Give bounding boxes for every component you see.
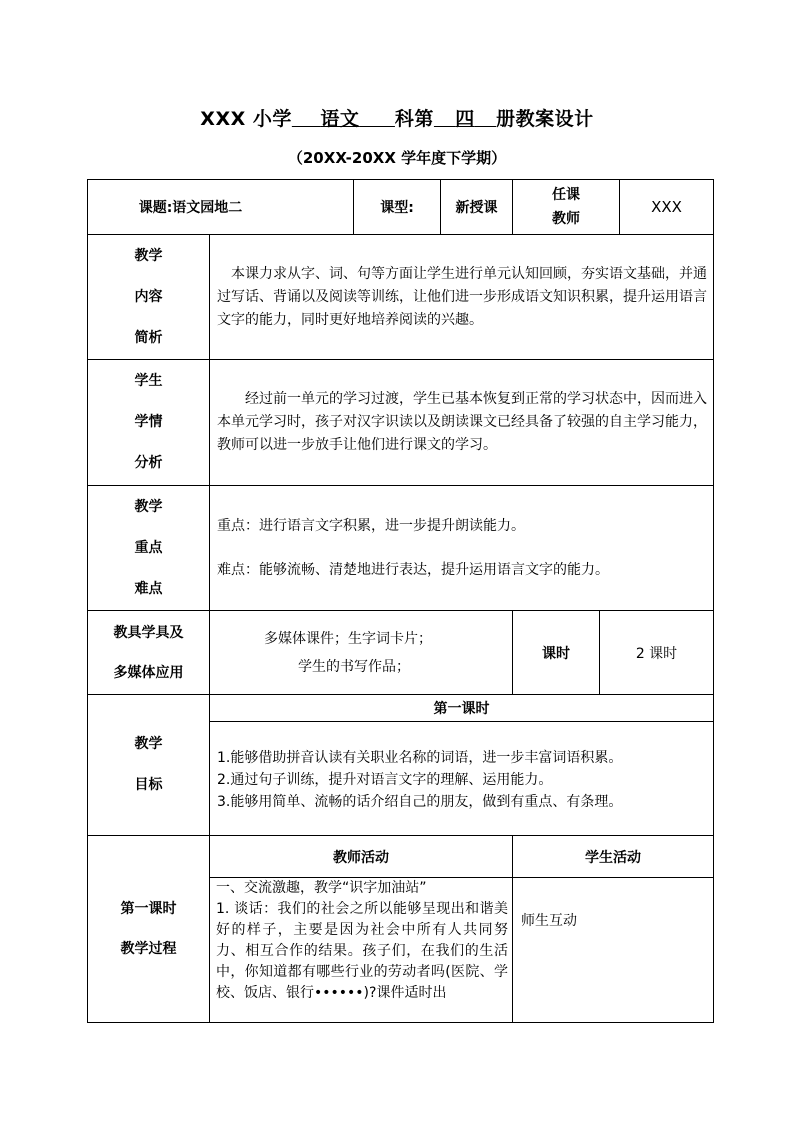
tools-line-2: 学生的书写作品； — [298, 658, 410, 675]
key-points-label-3: 难点 — [134, 580, 163, 597]
objective-item: 2.通过句子训练，提升对语言文字的理解、运用能力。 — [217, 771, 553, 788]
content-summary-text: 本课力求从字、词、句等方面让学生进行单元认知回顾，夯实语文基础，并通过写话、背诵以及阅读等训练，让他们进一步形成语文知识积累，提升运用语言文字的能力，同时更好地培养阅读的兴趣。 — [217, 265, 708, 328]
content-summary-row — [88, 235, 714, 360]
teacher-activity-cell — [210, 878, 513, 1023]
content-summary-label-3: 简析 — [134, 329, 163, 346]
tools-cell — [210, 611, 513, 695]
objective-item: 3.能够用简单、流畅的话介绍自己的朋友，做到有重点、有条理。 — [217, 793, 623, 810]
title-book-blank — [434, 108, 496, 130]
title-mid: 科第 — [394, 108, 434, 130]
title-suffix: 册教案设计 — [496, 108, 594, 130]
objective-item: 1.能够借助拼音认读有关职业名称的词语，进一步丰富词语积累。 — [217, 749, 623, 766]
topic-cell: 课题:语文园地二 — [88, 180, 354, 235]
process-label-2: 教学过程 — [120, 941, 177, 957]
tools-label-2: 多媒体应用 — [113, 664, 184, 681]
document-subtitle: （20XX-20XX 学年度下学期） — [287, 149, 507, 167]
tools-row — [88, 611, 714, 695]
process-label — [88, 836, 210, 1023]
student-analysis-label-2: 学情 — [134, 414, 163, 430]
teacher-activity-line: 1. 谈话：我们的社会之所以能够呈现出和谐美好的样子，主要是因为社会中所有人共同努力、相互合作的结果。孩子们，在我们的生活中，你知道都有哪些行业的劳动者吗(医院、学校、饭店、银行••••••)?课件适时出 — [216, 901, 509, 1001]
objectives-label-2: 目标 — [134, 777, 163, 793]
difficult-point-text: 难点：能够流畅、清楚地进行表达，提升运用语言文字的能力。 — [217, 561, 609, 578]
title-school: XXX 小学 — [200, 108, 292, 130]
objectives-title-row — [88, 695, 714, 722]
student-analysis-text: 经过前一单元的学习过渡，学生已基本恢复到正常的学习状态中，因而进入本单元学习时，孩子对汉字识读以及朗读课文已经具备了较强的自主学习能力，教师可以进一步放手让他们进行课文的学习。 — [217, 391, 708, 453]
tools-line-1: 多媒体课件；生字词卡片； — [264, 630, 432, 647]
title-subject-blank — [292, 108, 395, 130]
student-analysis-label-3: 分析 — [134, 455, 163, 471]
objectives-section-title: 第一课时 — [210, 695, 714, 722]
student-activity-header: 学生活动 — [513, 836, 714, 878]
teacher-label-line-2: 教师 — [552, 211, 581, 227]
objectives-list — [210, 745, 713, 813]
key-points-label-1: 教学 — [134, 498, 163, 515]
key-points-label-2: 重点 — [134, 539, 163, 556]
objectives-list-cell — [210, 722, 714, 836]
key-points-row — [88, 486, 714, 611]
student-analysis-label — [88, 360, 210, 486]
objectives-label — [88, 695, 210, 836]
content-summary-label-2: 内容 — [134, 288, 163, 305]
content-summary-label-1: 教学 — [134, 247, 163, 264]
teacher-activity-header: 教师活动 — [210, 836, 513, 878]
document-title — [0, 104, 794, 131]
teacher-activity-text — [210, 878, 512, 1004]
info-row — [88, 180, 714, 235]
tools-label — [88, 611, 210, 695]
key-points-label — [88, 486, 210, 611]
teacher-label-cell — [513, 180, 620, 235]
objectives-label-1: 教学 — [134, 736, 163, 752]
type-label-cell: 课型: — [354, 180, 441, 235]
teacher-activity-line: 一、交流激趣，教学“识字加油站” — [216, 880, 427, 896]
type-value-cell — [441, 180, 513, 235]
title-subject: 语文 — [320, 108, 360, 130]
process-header-row — [88, 836, 714, 878]
student-analysis-cell — [210, 360, 714, 486]
type-value: 新授课 — [455, 200, 498, 216]
content-summary-cell — [210, 235, 714, 360]
content-summary-label — [88, 235, 210, 360]
teacher-value-cell: XXX — [620, 180, 714, 235]
student-activity-cell — [513, 878, 714, 1023]
lesson-plan-table — [87, 179, 714, 1023]
title-book: 四 — [455, 108, 475, 130]
hours-label-cell: 课时 — [513, 611, 600, 695]
student-activity-text: 师生互动 — [521, 913, 578, 929]
key-points-cell — [210, 486, 714, 611]
tools-label-1: 教具学具及 — [113, 624, 184, 641]
process-label-1: 第一课时 — [120, 901, 177, 917]
student-analysis-row — [88, 360, 714, 486]
teacher-label-line-1: 任课 — [552, 187, 581, 203]
key-point-text: 重点：进行语言文字积累，进一步提升朗读能力。 — [217, 517, 525, 534]
student-analysis-label-1: 学生 — [134, 373, 163, 389]
hours-value-cell: 2 课时 — [600, 611, 714, 695]
